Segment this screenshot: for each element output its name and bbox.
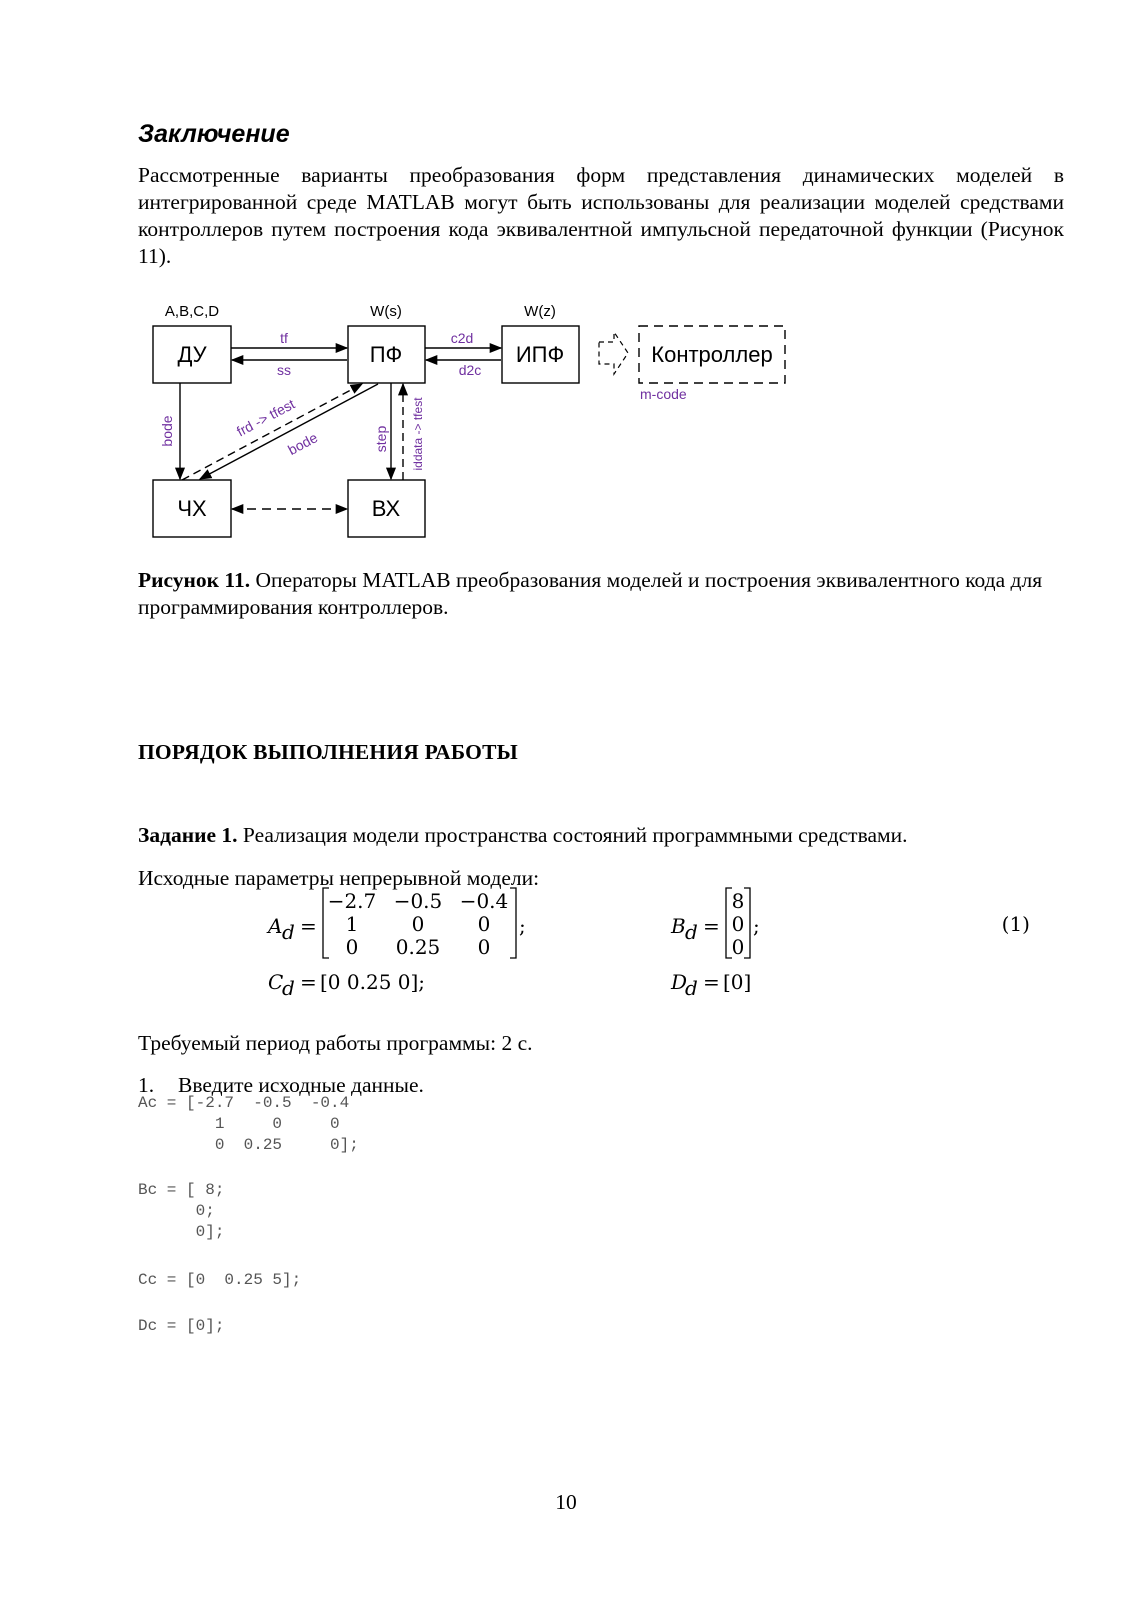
eq-c-value: [0 0.25 0]; xyxy=(320,970,426,994)
equation-number: (1) xyxy=(1001,912,1030,936)
eq-b-semicolon: ; xyxy=(753,914,760,938)
figure-caption-label: Рисунок 11. xyxy=(138,568,251,592)
code-bc: Bc = [ 8; 0; 0]; xyxy=(138,1181,225,1241)
eq-c-sub: d xyxy=(282,976,295,1000)
eq-c xyxy=(268,970,425,1000)
block-pf-label: ПФ xyxy=(369,342,403,367)
eq-b-lhs xyxy=(670,914,720,944)
eq-a-name: A xyxy=(268,914,283,938)
figure-caption xyxy=(138,567,1064,621)
op-c2d: c2d xyxy=(450,330,474,346)
eq-b-equals: = xyxy=(703,914,720,938)
eq-b-matrix xyxy=(726,888,760,959)
block-controller-label: Контроллер xyxy=(651,342,773,367)
a-cell: −0.5 xyxy=(393,889,443,913)
block-ipf xyxy=(502,326,579,383)
eq-c-equals: = xyxy=(300,970,317,994)
eq-d-value: [0] xyxy=(723,970,752,994)
op-bode-diagonal: bode xyxy=(285,429,321,458)
a-cell: −2.7 xyxy=(327,889,377,913)
eq-a-sub: d xyxy=(282,920,295,944)
block-du-label: ДУ xyxy=(177,342,207,367)
equation-block xyxy=(0,880,1132,1000)
params-intro: Исходные параметры непрерывной модели: xyxy=(138,866,540,890)
task-1 xyxy=(138,823,907,848)
a-cell: −0.4 xyxy=(459,889,509,913)
eq-c-name: C xyxy=(268,970,284,994)
block-du xyxy=(153,326,231,383)
period-text: Требуемый период работы программы: 2 с. xyxy=(138,1031,533,1055)
block-pf xyxy=(348,326,425,383)
figure-caption-text: Операторы MATLAB преобразования моделей и построения эквивалентного кода для программирования контроллеров. xyxy=(138,568,1043,619)
eq-d-sub: d xyxy=(685,976,698,1000)
eq-d-equals: = xyxy=(703,970,720,994)
task-1-label: Задание 1. xyxy=(138,823,238,847)
b-cell: 0 xyxy=(731,935,745,959)
conclusion-paragraph: Рассмотренные варианты преобразования форм представления динамических моделей в интегрированной среде MATLAB могут быть использованы для реализации моделей средствами контроллеров путем построения кода эквивалентной импульсной передаточной функции (Рисунок 11). xyxy=(138,163,1064,268)
work-heading: ПОРЯДОК ВЫПОЛНЕНИЯ РАБОТЫ xyxy=(138,740,518,764)
op-frd-tfest: frd -> tfest xyxy=(233,395,298,440)
op-d2c: d2c xyxy=(458,362,482,378)
eq-d xyxy=(670,970,751,1000)
a-cell: 0.25 xyxy=(395,935,441,959)
eq-a-equals: = xyxy=(300,914,317,938)
block-vx xyxy=(348,480,425,537)
op-step: step xyxy=(373,425,389,453)
eq-d-name: D xyxy=(671,970,688,994)
code-dc: Dc = [0]; xyxy=(138,1317,225,1335)
a-cell: 0 xyxy=(411,912,425,936)
op-tf: tf xyxy=(280,330,288,346)
code-cc: Cc = [0 0.25 5]; xyxy=(138,1271,302,1289)
op-ss: ss xyxy=(277,362,291,378)
code-ac: Ac = [-2.7 -0.5 -0.4 1 0 0 0 0.25 0]; xyxy=(138,1094,359,1154)
op-iddata-tfest: iddata -> tfest xyxy=(411,397,425,471)
transformation-diagram xyxy=(150,298,830,538)
label-wz: W(z) xyxy=(524,303,556,320)
step-1-number: 1. xyxy=(138,1073,155,1097)
op-bode-left: bode xyxy=(159,415,175,447)
label-ws: W(s) xyxy=(370,303,402,320)
eq-b-name: B xyxy=(671,914,686,938)
eq-a-lhs xyxy=(266,914,317,944)
label-abcd: A,B,C,D xyxy=(164,303,220,320)
a-cell: 0 xyxy=(477,912,491,936)
a-cell: 0 xyxy=(477,935,491,959)
block-chx xyxy=(153,480,231,537)
arrow-to-controller xyxy=(599,332,628,374)
a-cell: 1 xyxy=(345,912,359,936)
eq-b-sub: d xyxy=(685,920,698,944)
section-title: Заключение xyxy=(138,120,290,148)
block-vx-label: ВХ xyxy=(371,496,401,521)
block-ipf-label: ИПФ xyxy=(515,342,565,367)
step-1-text: Введите исходные данные. xyxy=(178,1073,424,1097)
task-1-text: Реализация модели пространства состояний программными средствами. xyxy=(237,823,908,847)
eq-a-matrix xyxy=(323,888,526,959)
b-cell: 0 xyxy=(731,912,745,936)
block-controller xyxy=(639,326,785,383)
block-chx-label: ЧХ xyxy=(177,496,207,521)
arrow-frd-tfest xyxy=(182,384,362,480)
b-cell: 8 xyxy=(731,889,745,913)
eq-a-semicolon: ; xyxy=(519,914,526,938)
a-cell: 0 xyxy=(345,935,359,959)
page-number: 10 xyxy=(555,1490,577,1514)
label-m-code: m-code xyxy=(640,386,687,402)
